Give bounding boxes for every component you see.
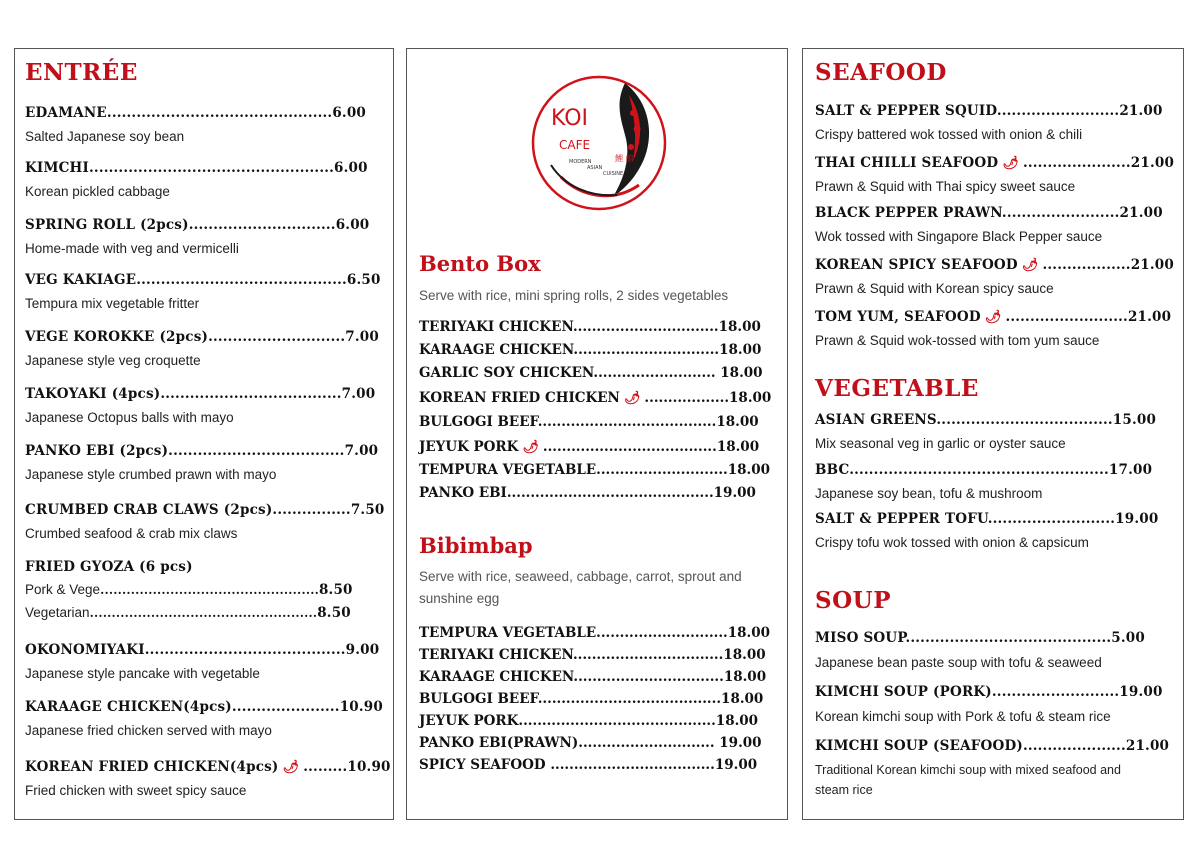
menu-item-desc: Prawn & Squid with Thai spicy sweet sauce xyxy=(815,179,1076,194)
chili-icon: 🌶 xyxy=(1021,258,1039,273)
menu-item: TERIYAKI CHICKEN...............................18.00 xyxy=(419,319,761,335)
menu-item: SALT & PEPPER TOFU..........................19.00 xyxy=(815,511,1159,527)
entree-panel xyxy=(14,48,394,820)
menu-item: BULGOGI BEEF......................................18.00 xyxy=(419,414,759,430)
menu-item-desc: Prawn & Squid wok-tossed with tom yum sauce xyxy=(815,333,1100,348)
menu-item: TEMPURA VEGETABLE............................18.00 xyxy=(419,625,771,641)
chili-icon: 🌶 xyxy=(522,440,539,455)
menu-item: KARAAGE CHICKEN...............................18.00 xyxy=(419,342,762,358)
menu-item: TEMPURA VEGETABLE............................18.00 xyxy=(419,462,771,478)
menu-item-desc: Fried chicken with sweet spicy sauce xyxy=(25,783,247,798)
gyoza-option: Vegetarian....................................................8.50 xyxy=(25,605,351,621)
gyoza-option: Pork & Vege..................................................8.50 xyxy=(25,582,353,598)
menu-item-desc: Japanese style pancake with vegetable xyxy=(25,666,260,681)
section-title-soup: SOUP xyxy=(815,587,891,614)
menu-item: SALT & PEPPER SQUID.........................21.00 xyxy=(815,103,1163,119)
chili-icon: 🌶 xyxy=(984,310,1002,325)
bento-note: Serve with rice, mini spring rolls, 2 sides vegetables xyxy=(419,288,729,303)
menu-item: TERIYAKI CHICKEN................................18.00 xyxy=(419,647,766,663)
bibimbap-note: sunshine egg xyxy=(419,591,500,606)
menu-item: PANKO EBI(PRAWN)............................. 19.00 xyxy=(419,735,762,751)
chili-icon: 🌶 xyxy=(623,391,641,406)
menu-item: MISO SOUP..........................................5.00 xyxy=(815,630,1145,646)
menu-item-desc: Tempura mix vegetable fritter xyxy=(25,296,200,311)
menu-item-desc: Japanese fried chicken served with mayo xyxy=(25,723,272,738)
menu-item-desc: Mix seasonal veg in garlic or oyster sauce xyxy=(815,436,1066,451)
menu-item-desc: Traditional Korean kimchi soup with mixed seafood and xyxy=(815,763,1121,777)
section-title-seafood: SEAFOOD xyxy=(815,59,947,86)
section-title-bibimbap: Bibimbap xyxy=(419,533,533,558)
logo-sub-text: CAFE xyxy=(559,138,591,152)
menu-item: PANKO EBI............................................19.00 xyxy=(419,485,756,501)
menu-item-desc: Prawn & Squid with Korean spicy sauce xyxy=(815,281,1054,296)
section-title-vegetable: VEGETABLE xyxy=(815,375,979,402)
menu-item-desc: Korean kimchi soup with Pork & tofu & steam rice xyxy=(815,709,1111,724)
menu-item: KIMCHI SOUP (PORK)..........................19.00 xyxy=(815,684,1163,700)
menu-item: KIMCHI..................................................6.00 xyxy=(25,160,368,176)
menu-item-gyoza: FRIED GYOZA (6 pcs) xyxy=(25,559,193,575)
menu-item-desc: Japanese style veg croquette xyxy=(25,353,201,368)
section-title-entree: ENTRÉE xyxy=(25,59,138,86)
menu-item: TOM YUM, SEAFOOD 🌶 .........................21.00 xyxy=(815,309,1172,325)
menu-item: BBC.....................................................17.00 xyxy=(815,462,1153,478)
menu-item: KARAAGE CHICKEN(4pcs)......................10.90 xyxy=(25,699,383,715)
menu-item-desc: Japanese bean paste soup with tofu & seaweed xyxy=(815,655,1102,670)
menu-item: GARLIC SOY CHICKEN.......................... 18.00 xyxy=(419,365,763,381)
logo-brand-text: KOI xyxy=(551,106,589,131)
menu-item: VEGE KOROKKE (2pcs)............................7.00 xyxy=(25,329,379,345)
menu-item-desc: Home-made with veg and vermicelli xyxy=(25,241,239,256)
menu-item: VEG KAKIAGE...........................................6.50 xyxy=(25,272,381,288)
menu-item-desc: Crispy battered wok tossed with onion & chili xyxy=(815,127,1083,142)
menu-item: KOREAN FRIED CHICKEN 🌶 ..................18.00 xyxy=(419,390,772,406)
menu-item-desc: Crumbed seafood & crab mix claws xyxy=(25,526,238,541)
svg-text:ASIAN: ASIAN xyxy=(587,165,603,171)
chili-icon: 🌶 xyxy=(1002,156,1019,171)
menu-item-desc: Wok tossed with Singapore Black Pepper sauce xyxy=(815,229,1103,244)
menu-item: ASIAN GREENS....................................15.00 xyxy=(815,412,1157,428)
menu-item-desc: steam rice xyxy=(815,783,873,797)
menu-item-desc: Korean pickled cabbage xyxy=(25,184,170,199)
koi-cafe-logo xyxy=(521,65,681,221)
menu-item: BULGOGI BEEF.......................................18.00 xyxy=(419,691,764,707)
menu-item: KARAAGE CHICKEN................................18.00 xyxy=(419,669,767,685)
menu-item-desc: Japanese Octopus balls with mayo xyxy=(25,410,234,425)
menu-item: BLACK PEPPER PRAWN........................21.00 xyxy=(815,205,1163,221)
chili-icon: 🌶 xyxy=(282,760,300,775)
menu-item-desc: Salted Japanese soy bean xyxy=(25,129,185,144)
bento-bibimbap-panel xyxy=(406,48,788,820)
svg-text:CUISINE: CUISINE xyxy=(603,171,624,177)
menu-item: EDAMANE..............................................6.00 xyxy=(25,105,367,121)
menu-item: JEYUK PORK..........................................18.00 xyxy=(419,713,759,729)
menu-item-desc: Japanese style crumbed prawn with mayo xyxy=(25,467,277,482)
section-title-bento: Bento Box xyxy=(419,251,541,276)
menu-item-desc: Japanese soy bean, tofu & mushroom xyxy=(815,486,1043,501)
menu-item: OKONOMIYAKI.........................................9.00 xyxy=(25,642,380,658)
menu-item: KOREAN FRIED CHICKEN(4pcs) 🌶 .........10.90 xyxy=(25,759,391,775)
svg-text:MODERN: MODERN xyxy=(569,159,592,165)
menu-item: THAI CHILLI SEAFOOD 🌶 ......................21.00 xyxy=(815,155,1175,171)
menu-item: CRUMBED CRAB CLAWS (2pcs)................7.50 xyxy=(25,502,385,518)
menu-item: SPICY SEAFOOD ...................................19.00 xyxy=(419,757,758,773)
menu-item: JEYUK PORK 🌶 .....................................18.00 xyxy=(419,439,760,455)
seafood-veg-soup-panel xyxy=(802,48,1184,820)
menu-item: TAKOYAKI (4pcs).....................................7.00 xyxy=(25,386,376,402)
menu-item: SPRING ROLL (2pcs)..............................6.00 xyxy=(25,217,370,233)
menu-item-desc: Crispy tofu wok tossed with onion & capsicum xyxy=(815,535,1089,550)
bibimbap-note: Serve with rice, seaweed, cabbage, carrot, sprout and xyxy=(419,569,742,584)
menu-item: KIMCHI SOUP (SEAFOOD).....................21.00 xyxy=(815,738,1170,754)
menu-item: PANKO EBI (2pcs)....................................7.00 xyxy=(25,443,379,459)
menu-item: KOREAN SPICY SEAFOOD 🌶 ..................21.00 xyxy=(815,257,1174,273)
svg-text:鯉 館: 鯉 館 xyxy=(615,154,634,163)
